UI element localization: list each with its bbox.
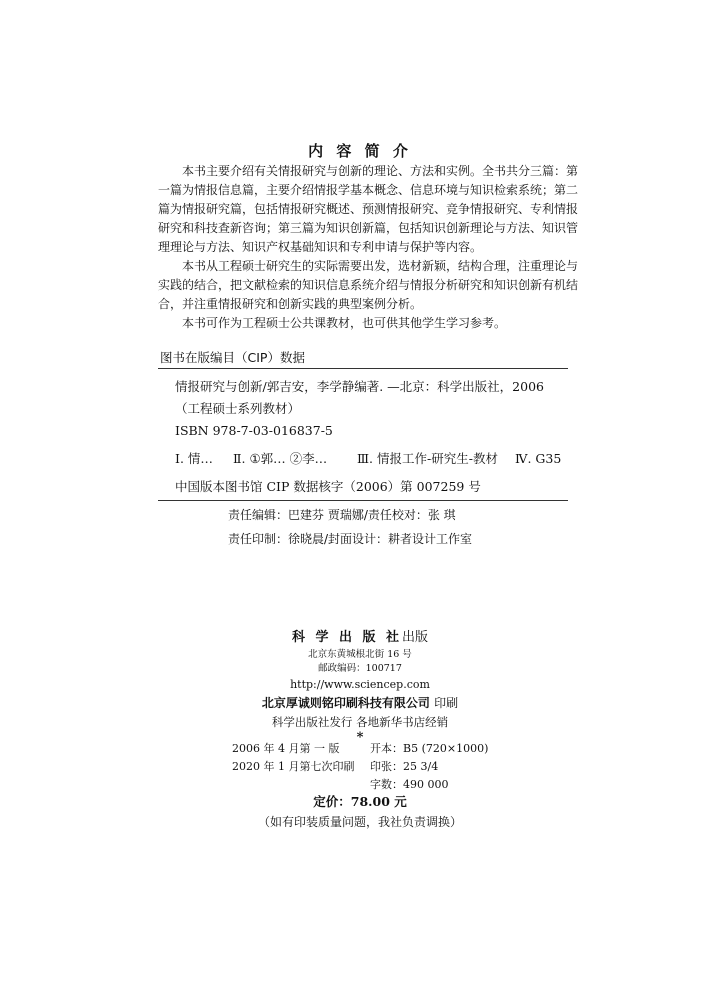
publisher-url: http://www.sciencep.com [290,678,430,691]
editor-credits-line-2: 责任印制：徐晓晨/封面设计：耕者设计工作室 [228,532,473,546]
printing-date: 2020 年 1 月第七次印刷 [232,760,355,773]
printed-sheets: 印张：25 3/4 [370,760,439,773]
printer-name: 北京厚诚则铭印刷科技有限公司 [261,696,430,710]
book-format: 开本：B5 (720×1000) [370,742,489,755]
summary-paragraph-1: 本书主要介绍有关情报研究与创新的理论、方法和实例。全书共分三篇：第一篇为情报信息篇，主要介绍情报学基本概念、信息环境与知识检索系统；第二篇为情报研究篇，包括情报研究概述、预测情报研究、竞争情报研究、专利情报研究和科技查新咨询；第三篇为知识创新篇，包括知识创新理论与方法、知识管理理论与方法、知识产权基础知识和专利申请与保护等内容。 [158,164,579,254]
summary-title: 内 容 简 介 [308,142,412,160]
cip-series-line: （工程硕士系列教材） [175,401,301,416]
word-count: 字数：490 000 [370,778,449,791]
cip-classification-line [175,448,575,470]
publisher-postcode: 邮政编码：100717 [318,663,402,674]
quality-note: （如有印装质量问题，我社负责调换） [257,815,462,829]
cip-title: 图书在版编目（CIP）数据 [160,350,305,365]
printer-line [150,693,570,713]
printer-suffix: 印刷 [434,696,459,710]
separator-asterisk: * [356,730,364,745]
summary-body [158,162,578,333]
cip-record-line: 情报研究与创新/郭吉安，李学静编著. —北京：科学出版社，2006 [175,379,544,394]
classification-2: Ⅱ. ①郭… ②李… [233,451,328,466]
distribution-line: 科学出版社发行 各地新华书店经销 [271,715,449,729]
publisher-name: 科 学 出 版 社 [291,630,403,645]
publisher-address: 北京东黄城根北街 16 号 [308,649,412,660]
classification-1: Ⅰ. 情… [175,451,213,466]
summary-paragraph-3: 本书可作为工程硕士公共课教材，也可供其他学生学习参考。 [182,316,507,330]
cip-record [175,376,575,498]
publisher-info [150,628,570,744]
cip-number-line: 中国版本图书馆 CIP 数据核字（2006）第 007259 号 [175,479,481,494]
cip-isbn-line: ISBN 978-7-03-016837-5 [175,423,333,438]
first-edition-date: 2006 年 4 月第 一 版 [232,742,340,755]
editor-credits-line-1: 责任编辑：巴建芬 贾瑞娜/责任校对：张 琪 [228,508,456,522]
cip-top-rule [158,368,568,369]
price-block [150,792,570,832]
edition-details [232,740,488,794]
classification-3: Ⅲ. 情报工作-研究生-教材 [357,451,498,466]
cip-bottom-rule [158,500,568,501]
publisher-name-suffix: 出版 [402,630,429,645]
editor-credits [228,503,472,551]
publisher-name-line [150,628,570,648]
classification-4: Ⅳ. G35 [515,451,562,466]
price: 定价：78.00 元 [313,794,407,809]
summary-paragraph-2: 本书从工程硕士研究生的实际需要出发，选材新颖，结构合理，注重理论与实践的结合，把文献检索的知识信息系统介绍与情报分析研究和知识创新有机结合，并注重情报研究和创新实践的典型案例分析。 [158,259,579,311]
edition-line-2 [232,758,488,776]
edition-line-1 [232,740,488,758]
